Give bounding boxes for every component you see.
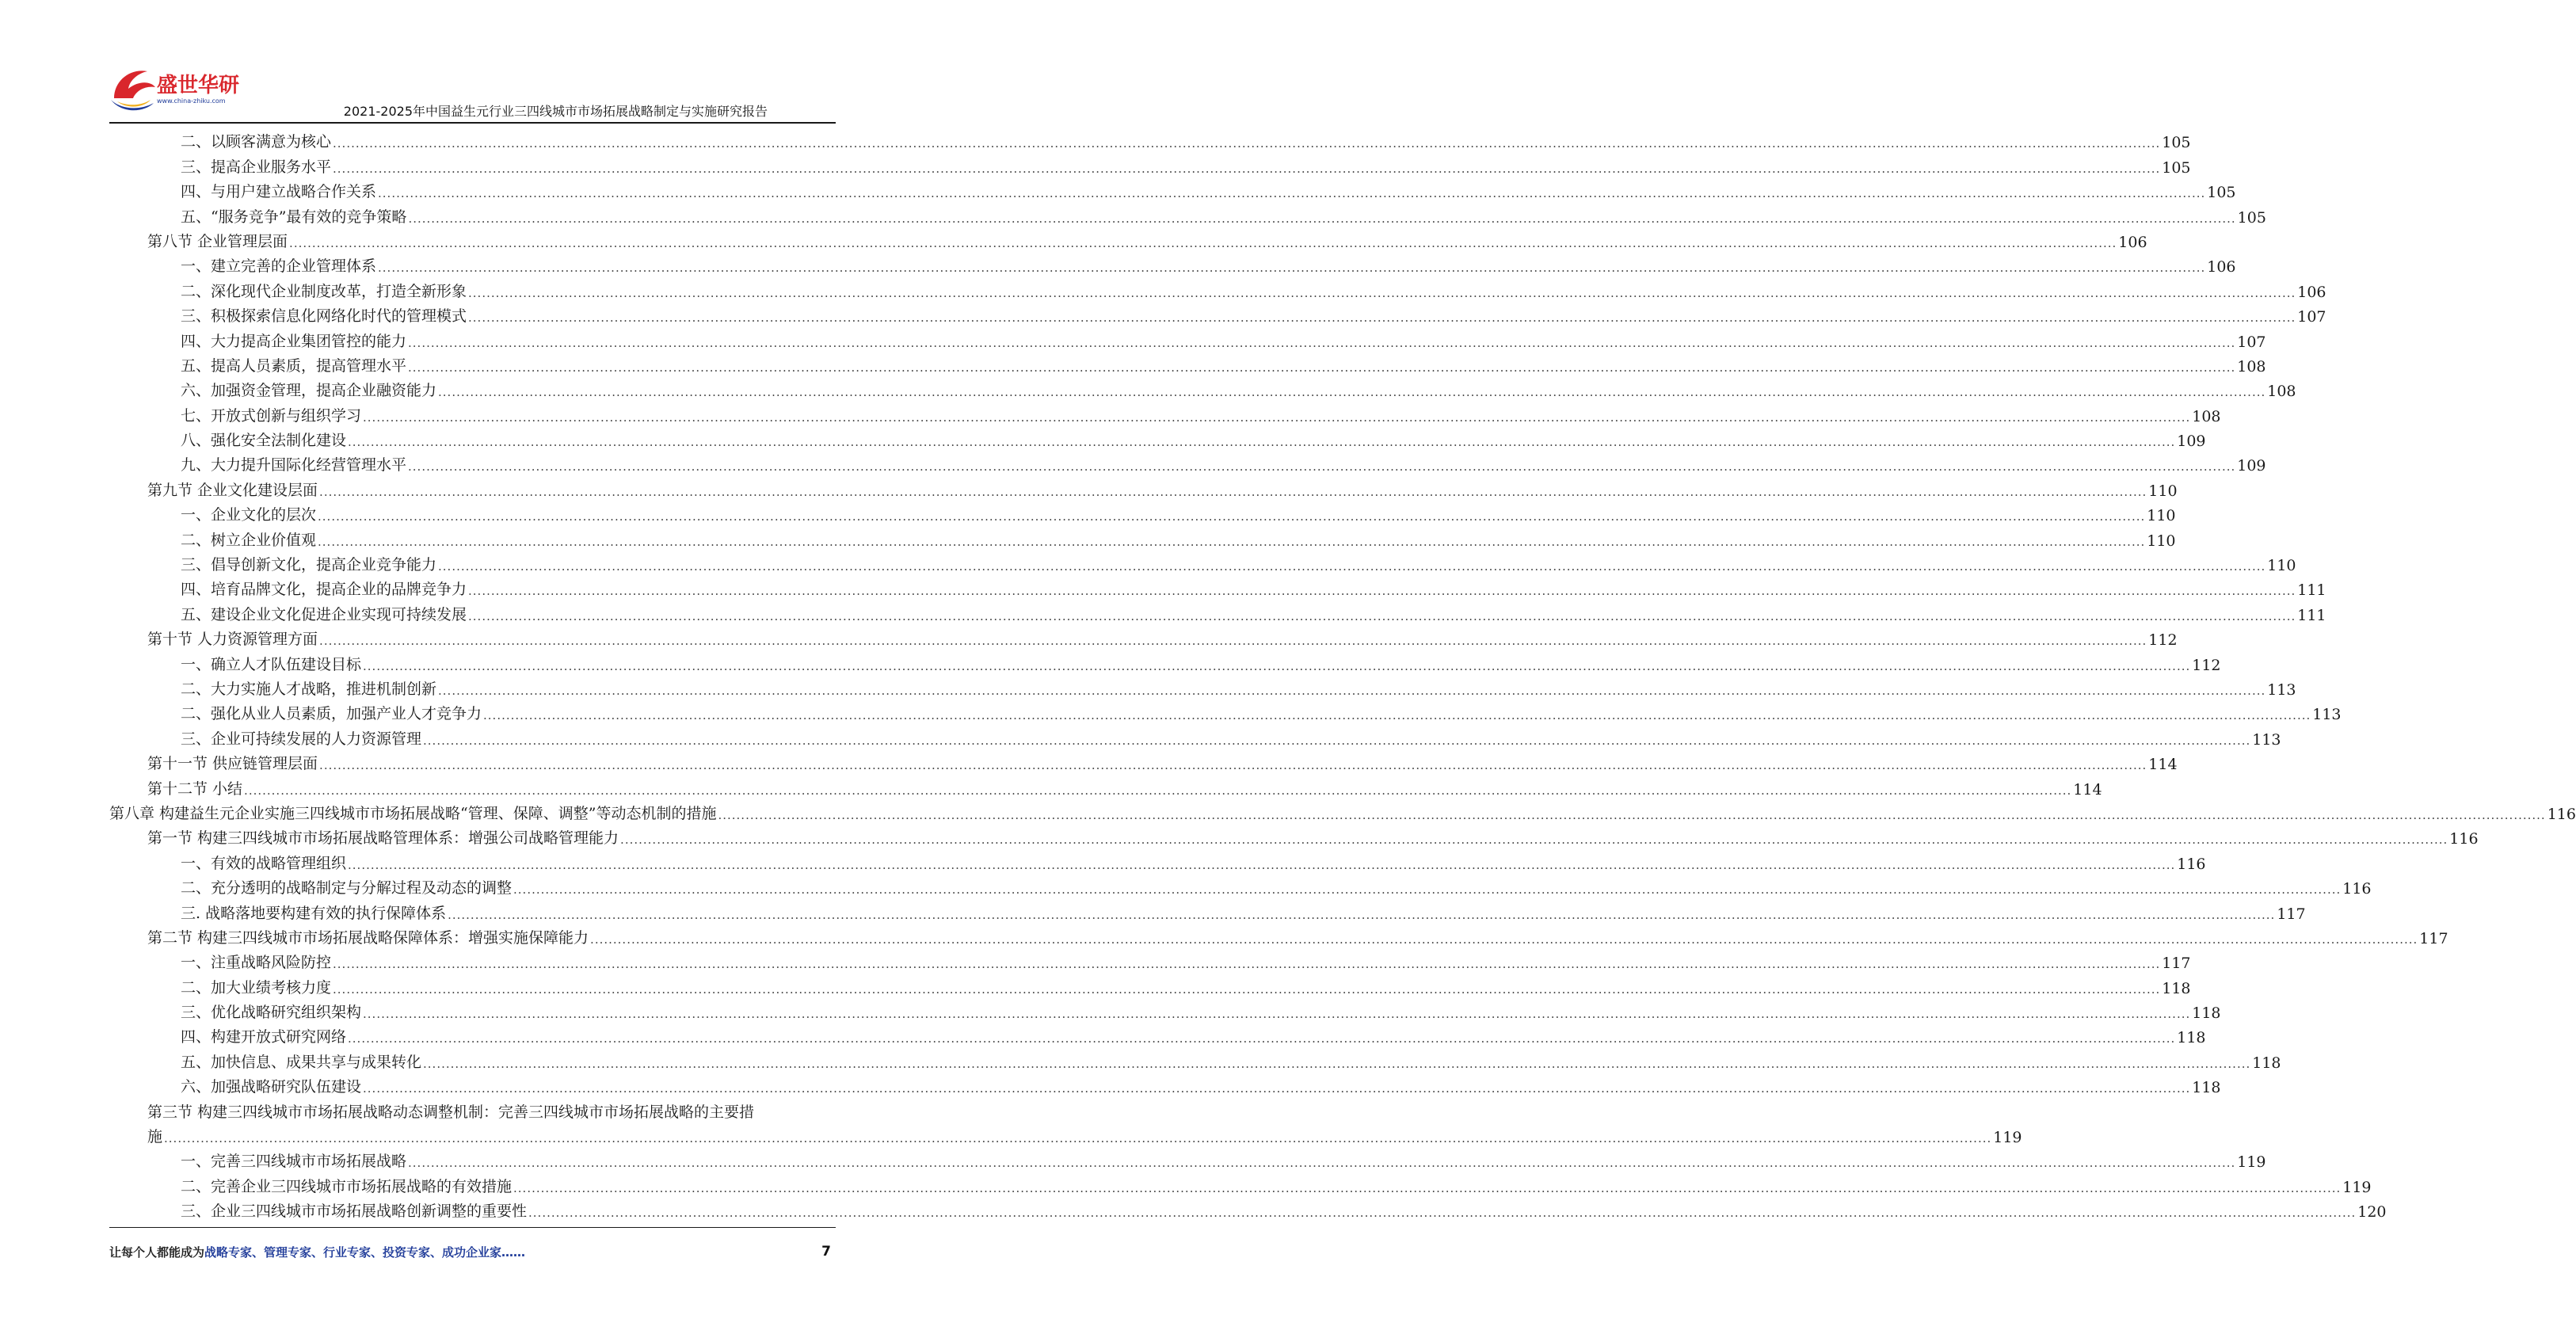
toc-entry-label: 一、注重战略风险防控 [181,951,333,972]
toc-entry-label: 第十二节 小结 [147,777,244,798]
toc-leader-dots: ................................................................................................................................................................................................................................................................................................................................................................................................................ [319,484,2147,499]
toc-entry-label: 七、开放式创新与组织学习 [181,404,363,425]
footer-divider [109,1227,836,1228]
toc-leader-dots: ................................................................................................................................................................................................................................................................................................................................................................................................................ [620,833,2448,848]
toc-entry-page: 118 [2252,1054,2281,1072]
page-footer [109,1244,836,1260]
toc-entry-page: 105 [2162,158,2191,177]
toc-leader-dots: ................................................................................................................................................................................................................................................................................................................................................................................................................ [164,1131,1992,1146]
toc-leader-dots: ................................................................................................................................................................................................................................................................................................................................................................................................................ [318,534,2146,549]
toc-leader-dots: ................................................................................................................................................................................................................................................................................................................................................................................................................ [513,882,2342,898]
toc-entry[interactable] [109,798,2576,823]
toc-entry-label: 三、优化战略研究组织架构 [181,1000,363,1022]
toc-entry[interactable] [109,649,2221,674]
toc-entry-page: 113 [2267,680,2296,699]
toc-entry-label: 一、有效的战略管理组织 [181,852,348,873]
toc-leader-dots: ................................................................................................................................................................................................................................................................................................................................................................................................................ [289,235,2117,250]
toc-entry[interactable] [109,898,2306,923]
toc-entry-page: 114 [2073,780,2102,798]
toc-leader-dots: ................................................................................................................................................................................................................................................................................................................................................................................................................ [318,509,2146,524]
toc-entry[interactable] [109,574,2326,600]
toc-leader-dots: ................................................................................................................................................................................................................................................................................................................................................................................................................ [483,708,2311,723]
toc-leader-dots: ................................................................................................................................................................................................................................................................................................................................................................................................................ [348,1031,2176,1046]
toc-leader-dots: ................................................................................................................................................................................................................................................................................................................................................................................................................ [333,957,2161,972]
toc-entry-label: 四、构建开放式研究网络 [181,1025,348,1046]
toc-entry[interactable] [109,674,2296,699]
page-number: 7 [821,1244,831,1260]
toc-leader-dots: ................................................................................................................................................................................................................................................................................................................................................................................................................ [363,1007,2191,1022]
toc-leader-dots: ................................................................................................................................................................................................................................................................................................................................................................................................................ [528,1206,2357,1221]
toc-entry-page: 113 [2252,730,2281,749]
toc-leader-dots: ................................................................................................................................................................................................................................................................................................................................................................................................................ [468,608,2296,623]
toc-entry-page: 108 [2192,407,2221,425]
toc-entry[interactable] [109,500,2176,525]
toc-entry-label: 三、企业三四线城市市场拓展战略创新调整的重要性 [181,1199,528,1221]
toc-entry-label: 九、大力提升国际化经营管理水平 [181,453,408,475]
toc-entry-page: 112 [2192,656,2221,674]
toc-leader-dots: ................................................................................................................................................................................................................................................................................................................................................................................................................ [468,285,2296,300]
toc-entry-page: 108 [2267,383,2296,401]
toc-entry[interactable] [109,749,2178,774]
toc-entry-page: 118 [2162,979,2191,997]
toc-entry-label: 一、确立人才队伍建设目标 [181,653,363,674]
toc-entry-label: 四、与用户建立战略合作关系 [181,180,378,201]
toc-entry[interactable] [109,972,2191,997]
toc-leader-dots: ................................................................................................................................................................................................................................................................................................................................................................................................................ [438,385,2266,400]
toc-leader-dots: ................................................................................................................................................................................................................................................................................................................................................................................................................ [348,857,2176,872]
logo-text: 盛世华研 [157,74,240,97]
toc-entry-label: 第八章 构建益生元企业实施三四线城市市场拓展战略“管理、保障、调整”等动态机制的措施 [109,802,718,823]
toc-entry[interactable] [109,251,2236,276]
toc-entry-page: 112 [2148,631,2178,650]
toc-entry[interactable] [109,201,2266,227]
toc-entry-label: 一、企业文化的层次 [181,503,318,524]
toc-entry[interactable] [109,599,2326,624]
toc-entry-page: 118 [2192,1079,2221,1097]
toc-entry[interactable] [109,375,2296,401]
toc-entry-label: 八、强化安全法制化建设 [181,429,348,450]
toc-entry-label: 二、充分透明的战略制定与分解过程及动态的调整 [181,876,513,898]
toc-entry-label: 第二节 构建三四线城市市场拓展战略保障体系：增强实施保障能力 [147,926,590,947]
toc-entry-page: 108 [2237,357,2266,375]
toc-entry-page: 120 [2357,1203,2387,1222]
toc-leader-dots: ................................................................................................................................................................................................................................................................................................................................................................................................................ [319,634,2147,649]
toc-entry-page: 118 [2177,1029,2206,1047]
toc-entry[interactable] [109,923,2448,947]
toc-entry[interactable] [109,1096,836,1121]
toc-leader-dots: ................................................................................................................................................................................................................................................................................................................................................................................................................ [590,932,2418,947]
logo-url-text: www.china-zhiku.com [157,97,226,105]
toc-entry-page: 114 [2148,756,2178,774]
toc-entry-page: 119 [2342,1178,2372,1196]
toc-entry-label: 五、建设企业文化促进企业实现可持续发展 [181,603,468,624]
toc-entry[interactable] [109,151,2191,177]
toc-entry-label: 三、倡导创新文化，提高企业竞争能力 [181,553,438,574]
toc-entry-page: 105 [2162,134,2191,152]
toc-entry-label: 三、积极探索信息化网络化时代的管理模式 [181,304,468,326]
toc-entry[interactable] [109,1022,2206,1047]
footer-slogan-highlight: 战略专家、管理专家、行业专家、投资专家、成功企业家…… [204,1245,526,1260]
toc-entry-page: 111 [2297,581,2326,600]
toc-entry[interactable] [109,1122,2022,1147]
toc-entry-page: 109 [2177,433,2206,451]
toc-entry-label: 三、企业可持续发展的人力资源管理 [181,727,423,749]
toc-entry-page: 116 [2342,880,2372,898]
toc-entry-label: 第九节 企业文化建设层面 [147,478,319,500]
toc-entry-label: 五、提高人员素质，提高管理水平 [181,354,408,375]
toc-entry-page: 118 [2192,1004,2221,1023]
toc-entry-label: 六、加强战略研究队伍建设 [181,1075,363,1096]
page-header [0,0,943,119]
toc-entry[interactable] [109,947,2191,973]
toc-entry-label: 第八节 企业管理层面 [147,230,289,251]
toc-entry-label: 二、完善企业三四线城市市场拓展战略的有效措施 [181,1175,513,1196]
toc-leader-dots: ................................................................................................................................................................................................................................................................................................................................................................................................................ [438,683,2266,698]
toc-leader-dots: ................................................................................................................................................................................................................................................................................................................................................................................................................ [363,658,2191,673]
toc-entry-label: 一、建立完善的企业管理体系 [181,254,378,276]
toc-entry-label: 二、大力实施人才战略，推进机制创新 [181,677,438,699]
toc-entry-page: 117 [2419,929,2448,947]
toc-leader-dots: ................................................................................................................................................................................................................................................................................................................................................................................................................ [408,211,2236,226]
toc-leader-dots: ................................................................................................................................................................................................................................................................................................................................................................................................................ [408,360,2236,375]
toc-entry-page: 106 [2118,233,2147,251]
toc-entry[interactable] [109,699,2342,724]
toc-entry-label: 六、加强资金管理，提高企业融资能力 [181,379,438,400]
toc-entry-label: 三、提高企业服务水平 [181,155,333,177]
toc-entry[interactable] [109,873,2372,898]
toc-entry[interactable] [109,550,2296,575]
toc-leader-dots: ................................................................................................................................................................................................................................................................................................................................................................................................................ [408,1156,2236,1171]
toc-entry-page: 116 [2449,830,2479,848]
toc-entry-label: 五、“服务竞争”最有效的竞争策略 [181,205,408,227]
toc-leader-dots: ................................................................................................................................................................................................................................................................................................................................................................................................................ [423,1056,2251,1071]
toc-entry[interactable] [109,127,2191,152]
logo-mark-icon [111,71,155,110]
toc-entry[interactable] [109,823,2479,848]
toc-leader-dots: ................................................................................................................................................................................................................................................................................................................................................................................................................ [438,559,2266,574]
document-title: 2021-2025年中国益生元行业三四线城市市场拓展战略制定与实施研究报告 [343,104,768,119]
toc-entry-page: 113 [2312,706,2342,724]
toc-entry-label: 五、加快信息、成果共享与成果转化 [181,1050,423,1072]
toc-leader-dots: ................................................................................................................................................................................................................................................................................................................................................................................................................ [363,410,2191,425]
toc-entry[interactable] [109,1196,2387,1222]
toc-leader-dots: ................................................................................................................................................................................................................................................................................................................................................................................................................ [333,981,2161,997]
toc-entry[interactable] [109,450,2266,475]
toc-entry[interactable] [109,326,2266,351]
toc-entry[interactable] [109,276,2326,301]
toc-entry-label: 一、完善三四线城市市场拓展战略 [181,1149,408,1171]
toc-entry-page: 116 [2177,855,2206,873]
toc-entry-page: 117 [2162,955,2191,973]
toc-entry-page: 117 [2277,905,2306,923]
footer-slogan-lead: 让每个人都能成为 [109,1245,205,1260]
toc-entry-page: 107 [2237,333,2266,351]
toc-entry-page: 119 [2237,1153,2266,1172]
toc-leader-dots: ................................................................................................................................................................................................................................................................................................................................................................................................................ [408,459,2236,475]
toc-leader-dots: ................................................................................................................................................................................................................................................................................................................................................................................................................ [468,584,2296,599]
toc-entry[interactable] [109,351,2266,375]
toc-entry-label: 第十节 人力资源管理方面 [147,627,319,649]
toc-entry[interactable] [109,227,2147,251]
header-divider [109,122,836,124]
toc-entry[interactable] [109,301,2326,326]
toc-entry[interactable] [109,177,2236,202]
toc-entry-label: 三. 战略落地要构建有效的执行保障体系 [181,901,448,923]
toc-entry-page: 105 [2237,208,2266,227]
toc-entry[interactable] [109,475,2178,500]
toc-leader-dots: ................................................................................................................................................................................................................................................................................................................................................................................................................ [333,136,2161,151]
toc-entry-page: 109 [2237,457,2266,475]
toc-leader-dots: ................................................................................................................................................................................................................................................................................................................................................................................................................ [423,733,2251,748]
toc-leader-dots: ................................................................................................................................................................................................................................................................................................................................................................................................................ [319,758,2147,773]
toc-entry-label: 四、培育品牌文化，提高企业的品牌竞争力 [181,577,468,599]
toc-leader-dots: ................................................................................................................................................................................................................................................................................................................................................................................................................ [448,907,2276,922]
toc-entry-page: 110 [2267,557,2296,575]
toc-entry-page: 116 [2547,805,2576,823]
toc-entry-label: 第三节 构建三四线城市市场拓展战略动态调整机制：完善三四线城市市场拓展战略的主要措 [147,1100,756,1122]
toc-leader-dots: ................................................................................................................................................................................................................................................................................................................................................................................................................ [378,186,2206,201]
toc-entry-label: 二、以顾客满意为核心 [181,130,333,151]
toc-entry-page: 110 [2147,507,2176,525]
toc-leader-dots: ................................................................................................................................................................................................................................................................................................................................................................................................................ [333,161,2161,176]
toc-leader-dots: ................................................................................................................................................................................................................................................................................................................................................................................................................ [363,1081,2191,1096]
toc-leader-dots: ................................................................................................................................................................................................................................................................................................................................................................................................................ [378,261,2206,276]
table-of-contents [109,127,2576,1222]
toc-entry[interactable] [109,1046,2281,1072]
toc-entry-label: 二、强化从业人员素质，加强产业人才竞争力 [181,702,483,723]
toc-entry[interactable] [109,400,2221,425]
toc-leader-dots: ................................................................................................................................................................................................................................................................................................................................................................................................................ [513,1180,2342,1195]
toc-entry-page: 107 [2297,308,2326,326]
toc-entry-page: 106 [2207,258,2236,276]
toc-entry-page: 119 [1993,1129,2022,1147]
toc-entry-label: 二、树立企业价值观 [181,528,318,550]
toc-entry[interactable] [109,425,2206,451]
toc-leader-dots: ................................................................................................................................................................................................................................................................................................................................................................................................................ [408,335,2236,350]
toc-entry-label: 四、大力提高企业集团管控的能力 [181,330,408,351]
toc-entry-label: 二、加大业绩考核力度 [181,976,333,997]
toc-leader-dots: ................................................................................................................................................................................................................................................................................................................................................................................................................ [468,311,2296,326]
toc-leader-dots: ................................................................................................................................................................................................................................................................................................................................................................................................................ [348,435,2176,450]
logo [109,63,260,116]
toc-entry-label: 二、深化现代企业制度改革，打造全新形象 [181,280,468,301]
toc-leader-dots: ................................................................................................................................................................................................................................................................................................................................................................................................................ [718,807,2546,822]
toc-entry[interactable] [109,848,2206,873]
toc-entry[interactable] [109,1171,2372,1196]
toc-leader-dots: ................................................................................................................................................................................................................................................................................................................................................................................................................ [244,783,2072,798]
toc-entry[interactable] [109,524,2176,550]
toc-entry[interactable] [109,1146,2266,1172]
toc-entry-page: 106 [2297,283,2326,301]
toc-entry[interactable] [109,1072,2221,1097]
toc-entry-page: 110 [2148,482,2178,500]
toc-entry[interactable] [109,723,2281,749]
toc-entry[interactable] [109,773,2102,798]
toc-entry-label: 施 [147,1125,164,1146]
toc-entry[interactable] [109,624,2178,650]
toc-entry-page: 105 [2207,184,2236,202]
toc-entry[interactable] [109,997,2221,1023]
toc-entry-label: 第十一节 供应链管理层面 [147,752,319,773]
toc-entry-page: 110 [2147,532,2176,550]
toc-entry-page: 111 [2297,606,2326,624]
toc-entry-label: 第一节 构建三四线城市市场拓展战略管理体系：增强公司战略管理能力 [147,826,620,848]
